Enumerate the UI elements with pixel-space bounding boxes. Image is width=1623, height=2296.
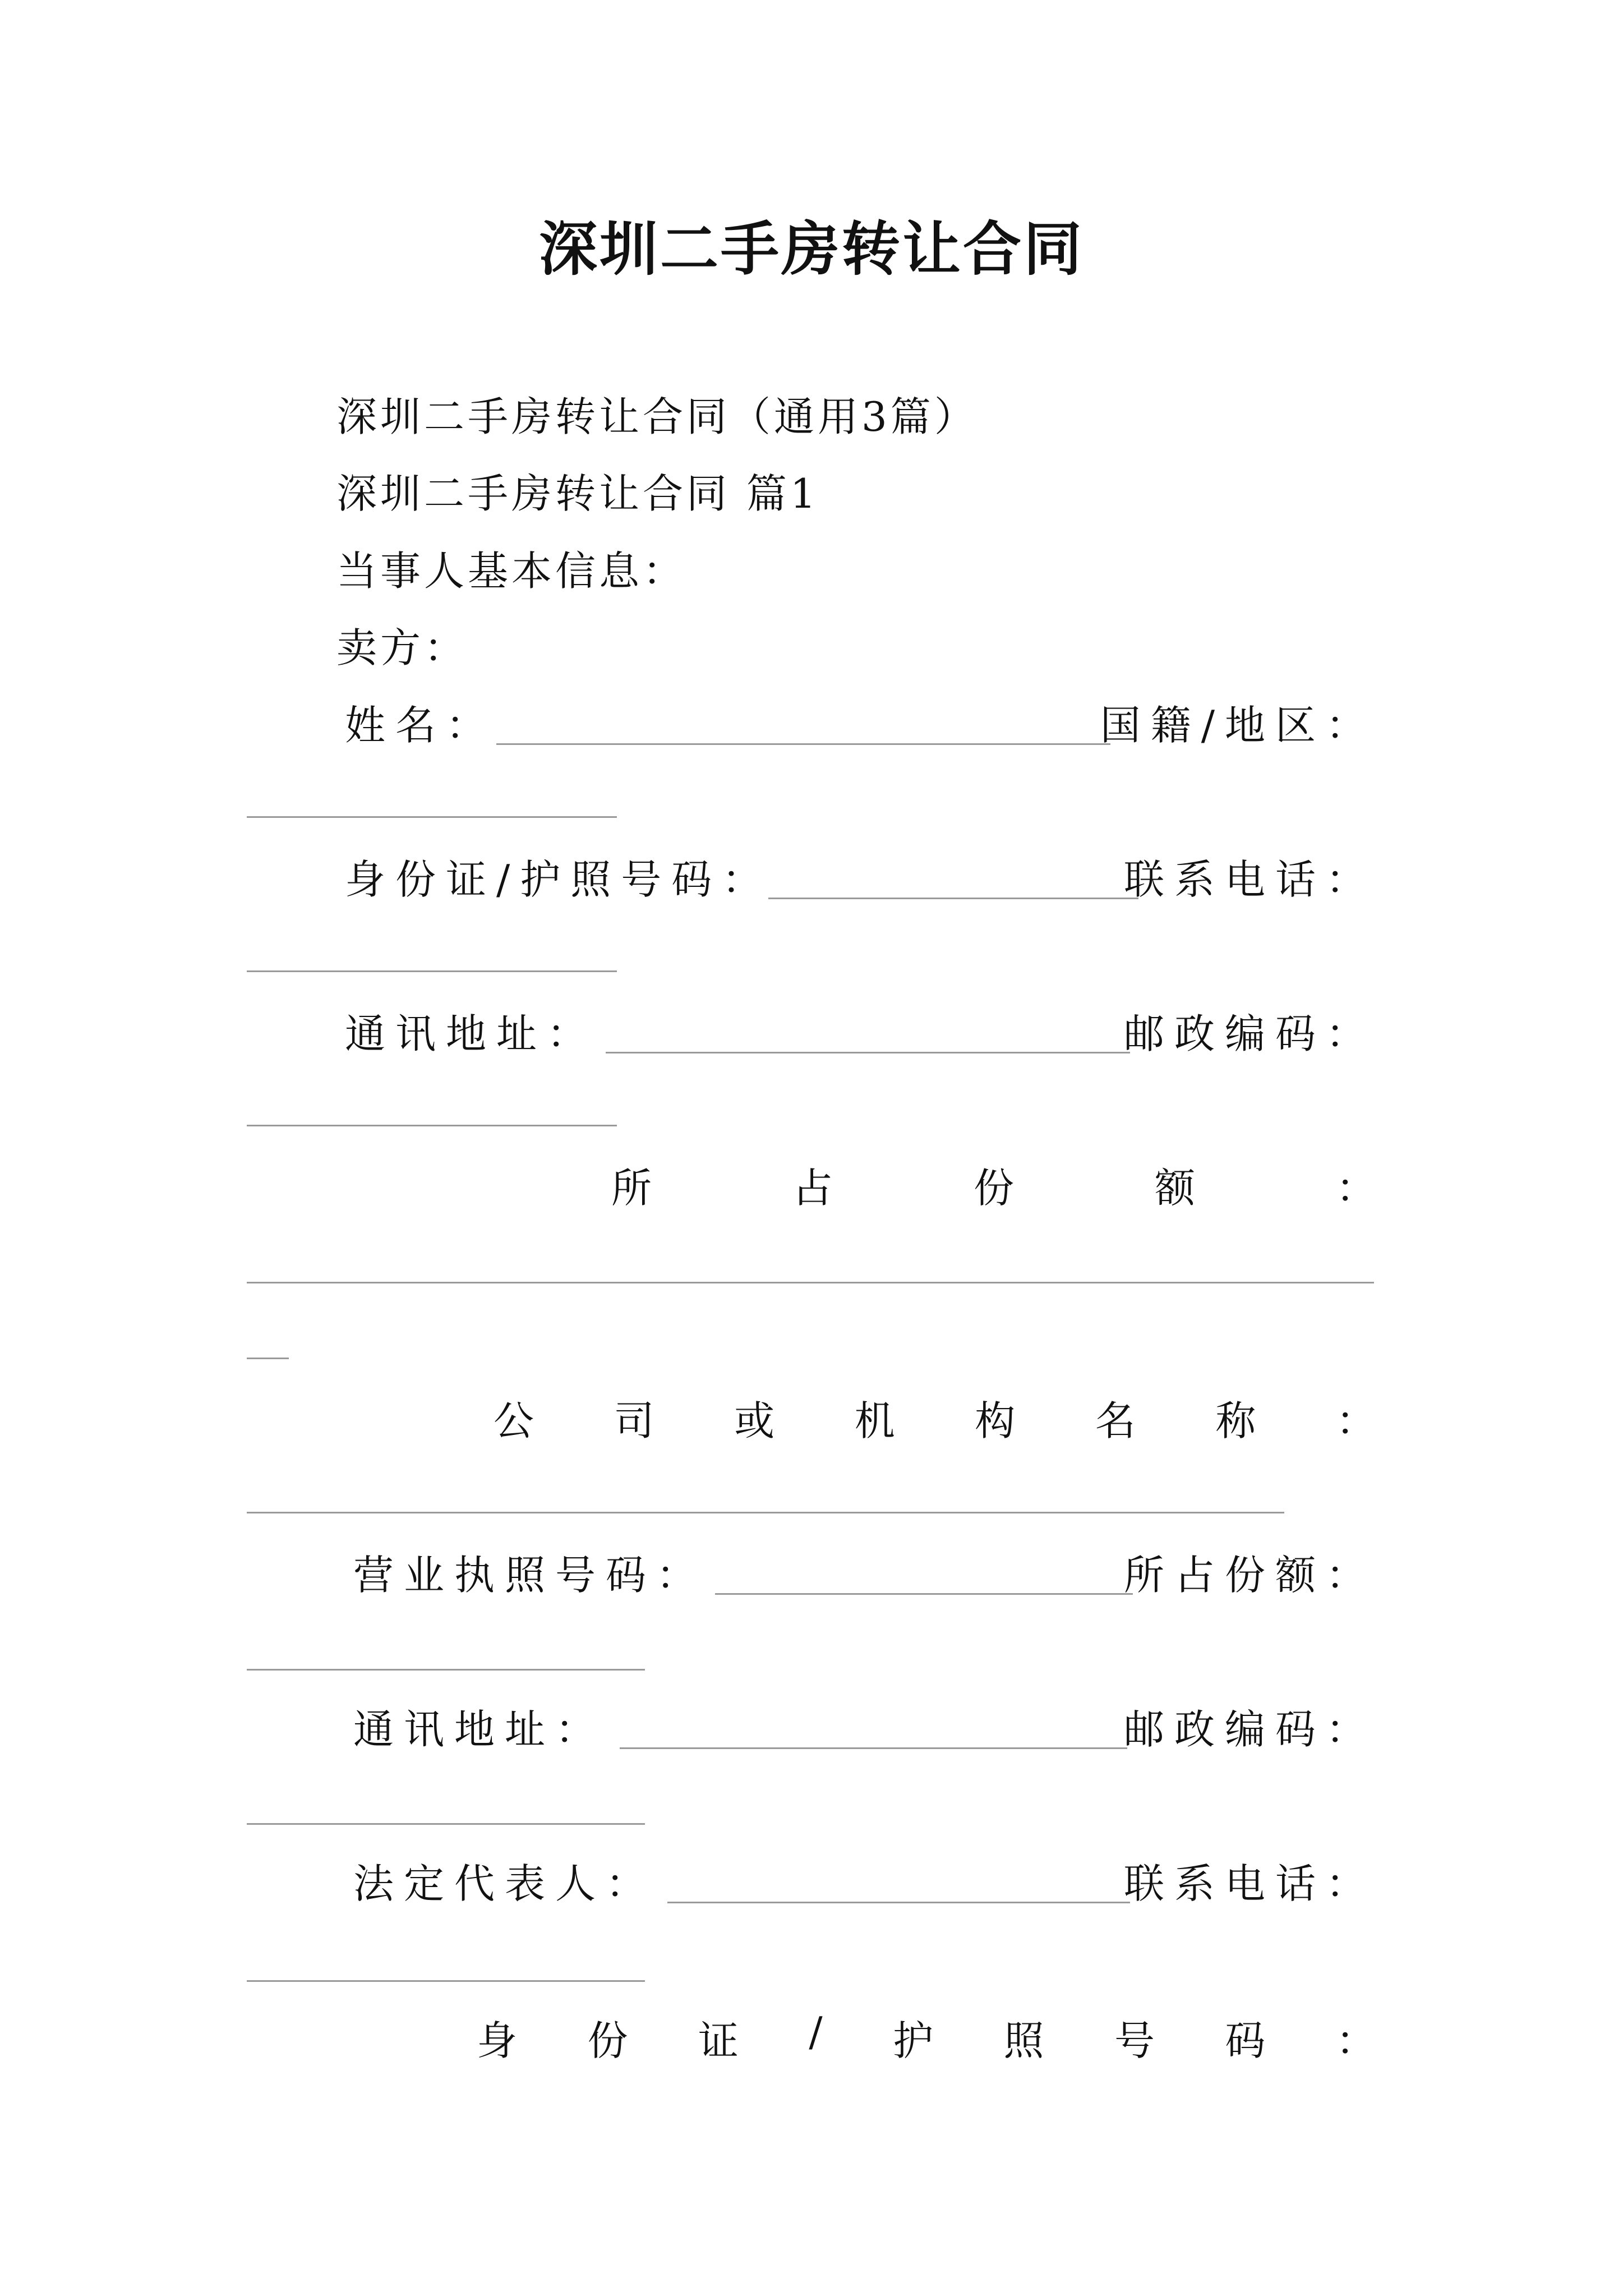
seller-label: 卖方： <box>336 624 468 671</box>
representative-id-label <box>477 2008 1376 2067</box>
label-char: 所 <box>611 1165 652 1212</box>
postcode-blank[interactable] <box>247 1125 617 1126</box>
label-char: 证 <box>698 2017 739 2064</box>
label-char: 护 <box>893 2017 934 2064</box>
company-postcode-label: 邮政编码： <box>1123 1706 1376 1753</box>
section-heading: 当事人基本信息： <box>336 547 687 595</box>
name-blank[interactable] <box>496 743 1110 745</box>
name-label: 姓名： <box>345 702 497 749</box>
label-char: 号 <box>1114 2017 1155 2064</box>
field-row-license <box>247 1543 1376 1599</box>
company-name-blank[interactable] <box>247 1512 1284 1513</box>
label-char: 称 <box>1215 1397 1256 1444</box>
field-row-id <box>247 847 1376 903</box>
field-row-representative <box>247 1851 1376 1907</box>
label-char: / <box>809 2008 823 2055</box>
address-label: 通讯地址： <box>345 1010 598 1057</box>
postcode-label: 邮政编码： <box>1123 1010 1376 1057</box>
label-char: 机 <box>854 1397 895 1444</box>
label-char: 身 <box>477 2017 518 2064</box>
label-char: 构 <box>975 1397 1016 1444</box>
label-char: ： <box>1335 2017 1376 2064</box>
id-blank[interactable] <box>768 898 1138 899</box>
label-char: 码 <box>1225 2017 1266 2064</box>
share-blank[interactable] <box>247 1282 1374 1283</box>
label-char: 名 <box>1095 1397 1136 1444</box>
document-title: 深圳二手房转让合同 <box>538 214 1084 283</box>
id-label: 身份证/护照号码： <box>345 856 773 903</box>
address-blank[interactable] <box>606 1052 1130 1053</box>
share-label <box>611 1156 1376 1214</box>
company-address-blank[interactable] <box>620 1747 1127 1749</box>
field-row-address <box>247 1001 1376 1057</box>
representative-phone-blank[interactable] <box>247 1980 645 1982</box>
label-char: ： <box>1335 1165 1376 1212</box>
label-char: 份 <box>587 2017 628 2064</box>
phone-blank[interactable] <box>247 970 617 972</box>
label-char: 份 <box>973 1165 1014 1212</box>
field-row-name <box>247 693 1376 749</box>
representative-blank[interactable] <box>667 1902 1130 1903</box>
phone-label: 联系电话： <box>1123 856 1376 903</box>
representative-label: 法定代表人： <box>353 1860 657 1907</box>
label-char: 司 <box>614 1397 654 1444</box>
company-postcode-blank[interactable] <box>247 1823 645 1825</box>
part-heading: 深圳二手房转让合同 篇1 <box>336 470 819 517</box>
label-char: ： <box>1335 1397 1376 1444</box>
share-blank-wrap[interactable] <box>247 1358 289 1359</box>
field-row-company-address <box>247 1697 1376 1753</box>
company-address-label: 通讯地址： <box>353 1706 606 1753</box>
label-char: 额 <box>1154 1165 1195 1212</box>
representative-phone-label: 联系电话： <box>1123 1860 1376 1907</box>
license-label: 营业执照号码： <box>353 1552 707 1599</box>
label-char: 或 <box>734 1397 775 1444</box>
label-char: 照 <box>1003 2017 1044 2064</box>
license-blank[interactable] <box>715 1593 1133 1595</box>
company-share-blank[interactable] <box>247 1669 645 1671</box>
nationality-label: 国籍/地区： <box>1100 702 1376 749</box>
company-name-label <box>494 1388 1376 1447</box>
company-share-label: 所占份额： <box>1123 1552 1376 1599</box>
nationality-blank[interactable] <box>247 816 617 818</box>
label-char: 占 <box>792 1165 833 1212</box>
document-subtitle: 深圳二手房转让合同（通用3篇） <box>336 393 978 440</box>
label-char: 公 <box>494 1397 534 1444</box>
